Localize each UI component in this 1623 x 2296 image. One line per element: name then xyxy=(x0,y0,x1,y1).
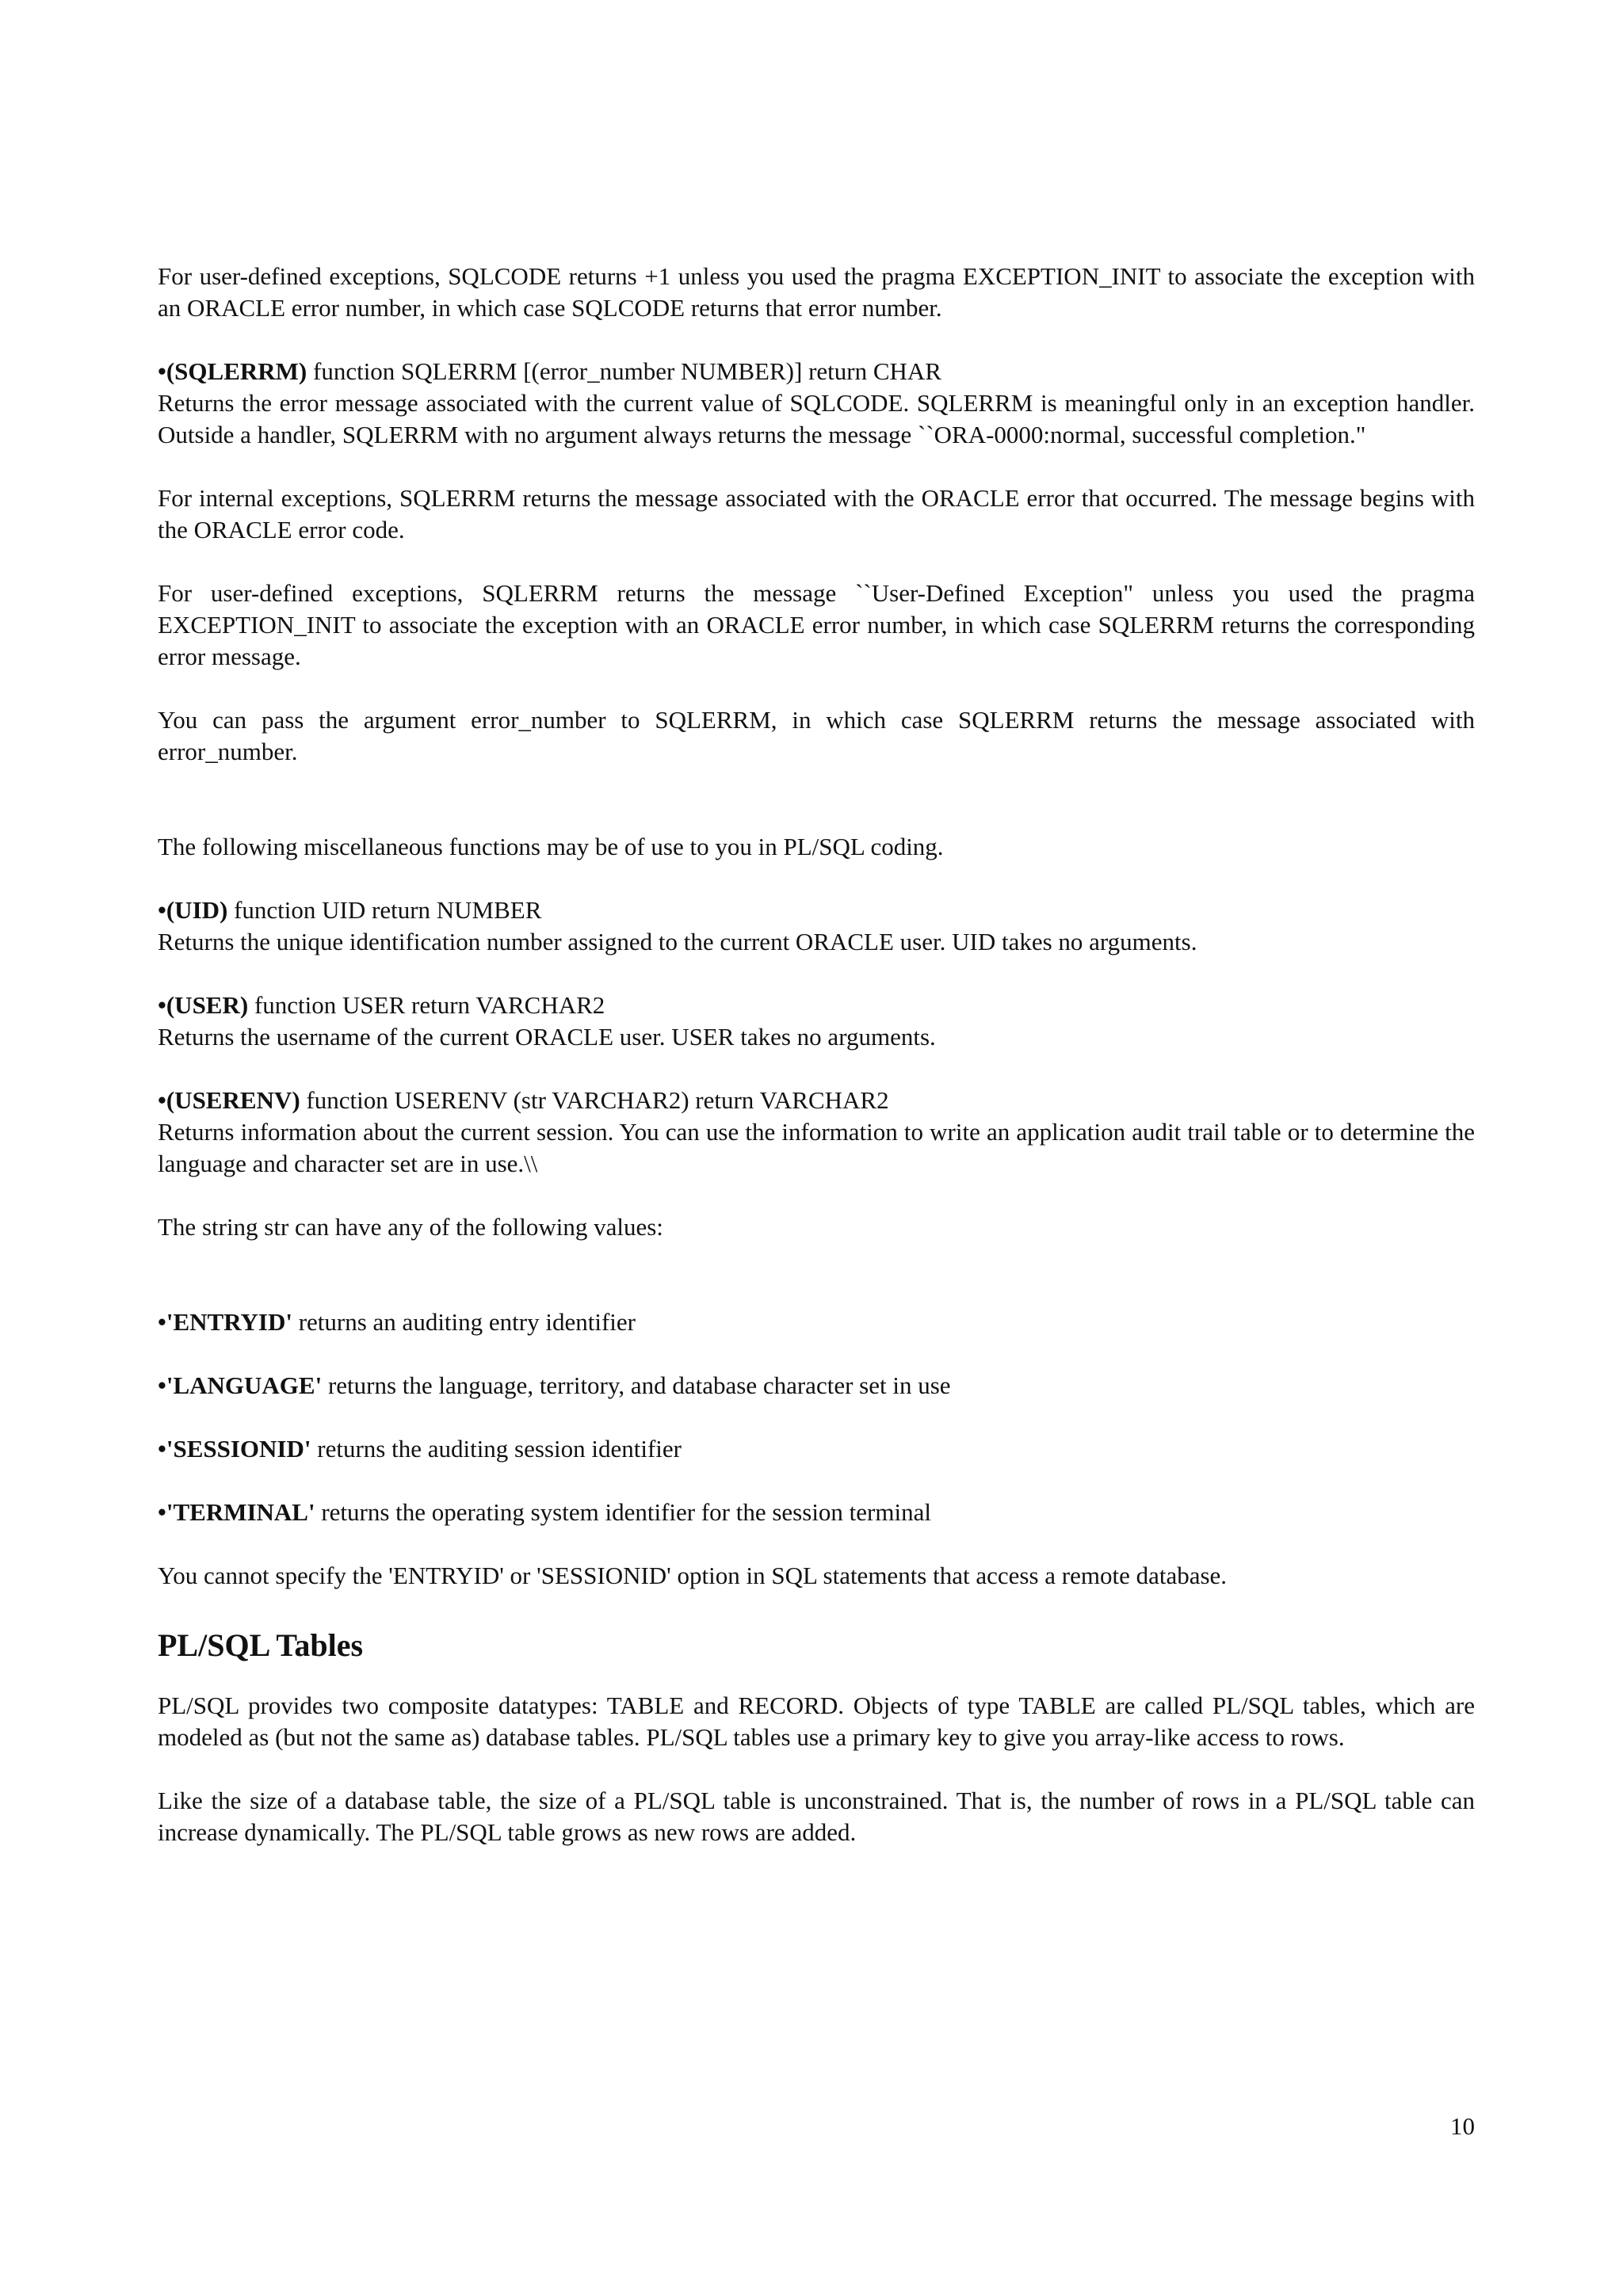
function-signature: function USERENV (str VARCHAR2) return VARCHAR2 xyxy=(300,1086,889,1114)
paragraph-string-values: The string str can have any of the following values: xyxy=(158,1213,663,1241)
page-number: 10 xyxy=(1450,2112,1475,2140)
paragraph-userdef-exceptions: For user-defined exceptions, SQLERRM returns the message ``User-Defined Exception" unless you used the pragma EXCEPTION_INIT to associate the exception with an ORACLE error number, in which case SQLERRM returns the corresponding error message. xyxy=(158,579,1475,670)
document-page xyxy=(158,261,1475,1848)
function-user-signature xyxy=(158,990,1475,1021)
function-signature: function UID return NUMBER xyxy=(227,896,542,924)
paragraph-internal-exceptions: For internal exceptions, SQLERRM returns the message associated with the ORACLE error that occurred. The message begins with the ORACLE error code. xyxy=(158,484,1475,543)
value-description: returns the auditing session identifier xyxy=(311,1435,682,1463)
paragraph-remote-database: You cannot specify the 'ENTRYID' or 'SESSIONID' option in SQL statements that access a remote database. xyxy=(158,1562,1228,1589)
function-term: •(SQLERRM) xyxy=(158,357,307,385)
value-item xyxy=(158,1433,1475,1465)
section-heading: PL/SQL Tables xyxy=(158,1627,364,1663)
value-term: •'LANGUAGE' xyxy=(158,1371,323,1399)
function-term: •(UID) xyxy=(158,896,228,924)
paragraph-tables-size: Like the size of a database table, the size of a PL/SQL table is unconstrained. That is, the number of rows in a PL/SQL table can increase dynamically. The PL/SQL table grows as new rows are added. xyxy=(158,1787,1475,1846)
function-uid-signature xyxy=(158,894,1475,926)
function-term: •(USER) xyxy=(158,991,249,1019)
value-description: returns an auditing entry identifier xyxy=(292,1308,636,1336)
value-item xyxy=(158,1497,1475,1528)
value-description: returns the language, territory, and database character set in use xyxy=(322,1371,951,1399)
function-sqlerrm-description: Returns the error message associated with the current value of SQLCODE. SQLERRM is meaningful only in an exception handler. Outside a handler, SQLERRM with no argument always returns the message ``ORA-0000:normal, successful completion." xyxy=(158,389,1475,448)
value-term: •'SESSIONID' xyxy=(158,1435,311,1463)
function-sqlerrm-signature xyxy=(158,356,1475,387)
function-signature: function USER return VARCHAR2 xyxy=(248,991,605,1019)
value-description: returns the operating system identifier for the session terminal xyxy=(315,1498,931,1526)
value-item xyxy=(158,1306,1475,1338)
function-userenv-signature xyxy=(158,1085,1475,1116)
function-term: •(USERENV) xyxy=(158,1086,300,1114)
function-uid-description: Returns the unique identification number assigned to the current ORACLE user. UID takes no arguments. xyxy=(158,928,1197,955)
value-term: •'ENTRYID' xyxy=(158,1308,292,1336)
value-term: •'TERMINAL' xyxy=(158,1498,315,1526)
function-userenv-description: Returns information about the current session. You can use the information to write an application audit trail table or to determine the language and character set are in use.\\ xyxy=(158,1118,1475,1177)
paragraph-misc-functions: The following miscellaneous functions may be of use to you in PL/SQL coding. xyxy=(158,833,944,860)
paragraph-tables-intro: PL/SQL provides two composite datatypes: TABLE and RECORD. Objects of type TABLE are called PL/SQL tables, which are modeled as (but not the same as) database tables. PL/SQL tables use a primary key to give you array-like access to rows. xyxy=(158,1691,1475,1751)
function-signature: function SQLERRM [(error_number NUMBER)] return CHAR xyxy=(307,357,941,385)
function-user-description: Returns the username of the current ORACLE user. USER takes no arguments. xyxy=(158,1023,936,1051)
paragraph-pass-argument: You can pass the argument error_number to SQLERRM, in which case SQLERRM returns the message associated with error_number. xyxy=(158,706,1475,765)
paragraph-sqlcode-userdef: For user-defined exceptions, SQLCODE returns +1 unless you used the pragma EXCEPTION_INIT to associate the exception with an ORACLE error number, in which case SQLCODE returns that error number. xyxy=(158,262,1475,322)
value-item xyxy=(158,1370,1475,1402)
